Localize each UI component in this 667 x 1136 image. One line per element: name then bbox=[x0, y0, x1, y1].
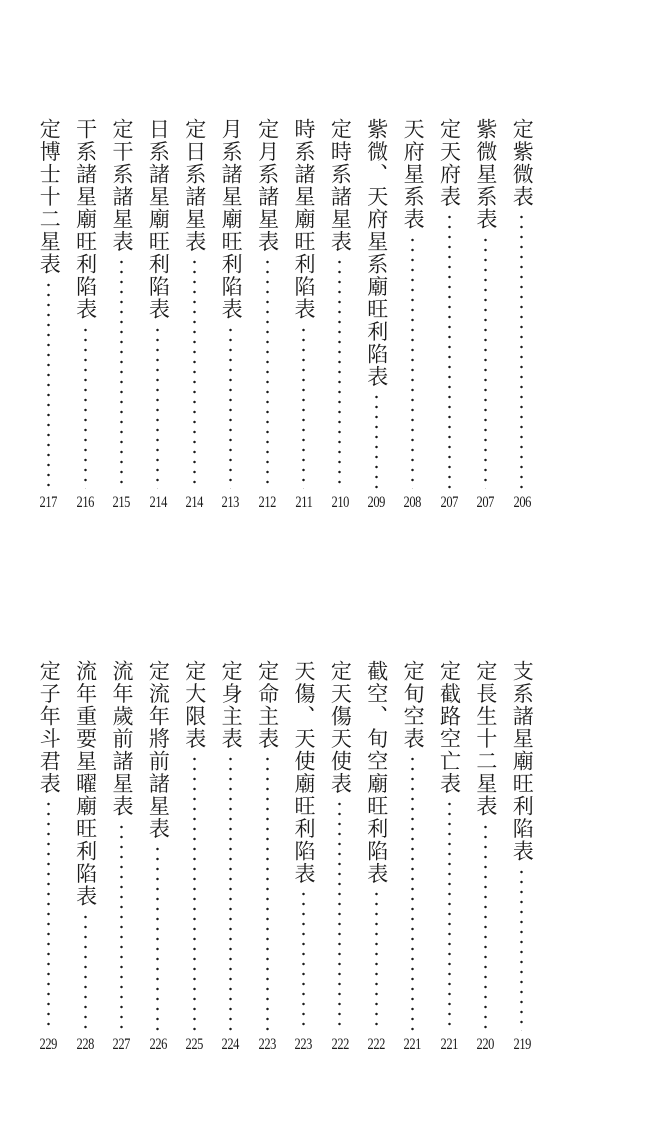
toc-entry[interactable] bbox=[322, 118, 358, 513]
toc-entry-page-number: 223 bbox=[294, 1036, 313, 1053]
toc-entry-title: 天府星系表 bbox=[401, 118, 426, 231]
toc-entry-page-number: 206 bbox=[513, 494, 531, 511]
toc-entry-title: 定天府表 bbox=[437, 118, 462, 208]
toc-entry-page-number: 209 bbox=[367, 494, 386, 511]
dot-leader bbox=[338, 257, 341, 489]
toc-entry-page-number: 220 bbox=[476, 1036, 495, 1053]
toc-entry[interactable] bbox=[431, 118, 467, 513]
toc-entry-title: 月系諸星廟旺利陷表 bbox=[219, 118, 244, 321]
toc-entry[interactable] bbox=[140, 118, 176, 513]
toc-entry-page-number: 222 bbox=[367, 1036, 386, 1053]
toc-entry-title: 時系諸星廟旺利陷表 bbox=[291, 118, 316, 321]
toc-entry-page-number: 221 bbox=[403, 1036, 422, 1053]
dot-leader bbox=[156, 844, 159, 1031]
toc-entry[interactable] bbox=[285, 118, 321, 513]
dot-leader bbox=[484, 822, 487, 1032]
dot-leader bbox=[47, 280, 50, 490]
toc-entry-page-number: 211 bbox=[294, 494, 312, 511]
toc-entry-page-number: 222 bbox=[331, 1036, 349, 1053]
dot-leader bbox=[156, 325, 159, 490]
toc-entry[interactable] bbox=[249, 118, 285, 513]
toc-entry[interactable] bbox=[394, 660, 430, 1055]
toc-entry-title: 紫微星系表 bbox=[473, 118, 498, 231]
toc-entry[interactable] bbox=[176, 118, 212, 513]
toc-entry-title: 定干系諸星表 bbox=[110, 118, 134, 253]
toc-entry[interactable] bbox=[103, 118, 139, 513]
dot-leader bbox=[229, 754, 232, 1031]
toc-entry-page-number: 207 bbox=[440, 494, 458, 511]
toc-entry[interactable] bbox=[504, 660, 540, 1055]
toc-entry-title: 定流年將前諸星表 bbox=[146, 660, 171, 840]
toc-entry-page-number: 219 bbox=[513, 1036, 531, 1053]
dot-leader bbox=[193, 257, 196, 489]
toc-entry-page-number: 216 bbox=[76, 494, 94, 511]
toc-entry-page-number: 215 bbox=[112, 494, 131, 511]
dot-leader bbox=[520, 867, 523, 1032]
toc-entry-page-number: 214 bbox=[185, 494, 204, 511]
dot-leader bbox=[84, 325, 87, 490]
dot-leader bbox=[375, 889, 378, 1031]
toc-entry-title: 定時系諸星表 bbox=[328, 118, 353, 253]
toc-entry-title: 定博士十二星表 bbox=[37, 118, 62, 276]
toc-entry[interactable] bbox=[358, 660, 394, 1055]
toc-entry-page-number: 221 bbox=[440, 1036, 458, 1053]
toc-entry-title: 紫微、天府星系廟旺利陷表 bbox=[364, 118, 389, 388]
toc-entry-title: 流年重要星曜廟旺利陷表 bbox=[73, 660, 98, 908]
dot-leader bbox=[520, 212, 523, 489]
dot-leader bbox=[411, 754, 414, 1031]
dot-leader bbox=[302, 325, 305, 490]
dot-leader bbox=[338, 799, 341, 1031]
toc-entry-title: 定紫微表 bbox=[510, 118, 535, 208]
dot-leader bbox=[47, 799, 50, 1031]
toc-entry-page-number: 224 bbox=[221, 1036, 240, 1053]
dot-leader bbox=[266, 257, 269, 489]
toc-entry-title: 干系諸星廟旺利陷表 bbox=[73, 118, 98, 321]
toc-entry-page-number: 229 bbox=[39, 1036, 58, 1053]
toc-entry[interactable] bbox=[394, 118, 430, 513]
dot-leader bbox=[193, 754, 196, 1031]
toc-entry[interactable] bbox=[467, 660, 503, 1055]
toc-entry[interactable] bbox=[212, 118, 248, 513]
dot-leader bbox=[448, 212, 451, 489]
toc-entry-title: 定天傷天使表 bbox=[328, 660, 353, 795]
toc-entry[interactable] bbox=[431, 660, 467, 1055]
toc-entry-title: 日系諸星廟旺利陷表 bbox=[146, 118, 171, 321]
toc-block-bottom bbox=[30, 660, 540, 1055]
dot-leader bbox=[120, 257, 123, 489]
toc-entry-page-number: 217 bbox=[39, 494, 58, 511]
toc-entry[interactable] bbox=[176, 660, 212, 1055]
toc-entry[interactable] bbox=[31, 660, 67, 1055]
toc-entry-page-number: 223 bbox=[258, 1036, 276, 1053]
dot-leader bbox=[266, 754, 269, 1031]
toc-entry-title: 定旬空表 bbox=[401, 660, 426, 750]
toc-entry-title: 定命主表 bbox=[255, 660, 280, 750]
toc-entry-title: 定日系諸星表 bbox=[182, 118, 207, 253]
toc-entry[interactable] bbox=[504, 118, 540, 513]
toc-entry-page-number: 210 bbox=[331, 494, 349, 511]
dot-leader bbox=[229, 325, 232, 490]
toc-entry-page-number: 225 bbox=[185, 1036, 204, 1053]
toc-entry-page-number: 227 bbox=[112, 1036, 131, 1053]
dot-leader bbox=[448, 799, 451, 1031]
toc-entry[interactable] bbox=[212, 660, 248, 1055]
toc-entry-title: 定月系諸星表 bbox=[255, 118, 280, 253]
toc-entry[interactable] bbox=[285, 660, 321, 1055]
toc-entry-page-number: 214 bbox=[149, 494, 167, 511]
toc-entry-page-number: 208 bbox=[403, 494, 422, 511]
toc-entry-title: 定截路空亡表 bbox=[437, 660, 462, 795]
dot-leader bbox=[411, 235, 414, 490]
toc-entry-page-number: 228 bbox=[76, 1036, 94, 1053]
toc-entry[interactable] bbox=[103, 660, 139, 1055]
toc-block-top bbox=[30, 118, 540, 513]
toc-entry-page-number: 213 bbox=[221, 494, 240, 511]
toc-entry-title: 定長生十二星表 bbox=[473, 660, 498, 818]
toc-entry-title: 截空、旬空廟旺利陷表 bbox=[364, 660, 389, 885]
toc-entry[interactable] bbox=[140, 660, 176, 1055]
toc-entry[interactable] bbox=[322, 660, 358, 1055]
toc-entry-title: 流年歲前諸星表 bbox=[110, 660, 134, 818]
toc-entry[interactable] bbox=[31, 118, 67, 513]
toc-entry[interactable] bbox=[467, 118, 503, 513]
toc-entry[interactable] bbox=[67, 660, 103, 1055]
dot-leader bbox=[302, 889, 305, 1031]
toc-entry[interactable] bbox=[358, 118, 394, 513]
dot-leader bbox=[375, 392, 378, 489]
dot-leader bbox=[484, 235, 487, 490]
toc-entry-title: 定身主表 bbox=[219, 660, 244, 750]
dot-leader bbox=[84, 912, 87, 1032]
toc-entry-title: 天傷、天使廟旺利陷表 bbox=[291, 660, 316, 885]
toc-entry-title: 支系諸星廟旺利陷表 bbox=[510, 660, 535, 863]
toc-entry-title: 定大限表 bbox=[182, 660, 207, 750]
toc-entry[interactable] bbox=[67, 118, 103, 513]
toc-entry-title: 定子年斗君表 bbox=[37, 660, 62, 795]
dot-leader bbox=[120, 822, 123, 1032]
toc-entry-page-number: 212 bbox=[258, 494, 276, 511]
toc-entry[interactable] bbox=[249, 660, 285, 1055]
toc-entry-page-number: 226 bbox=[149, 1036, 167, 1053]
toc-entry-page-number: 207 bbox=[476, 494, 495, 511]
